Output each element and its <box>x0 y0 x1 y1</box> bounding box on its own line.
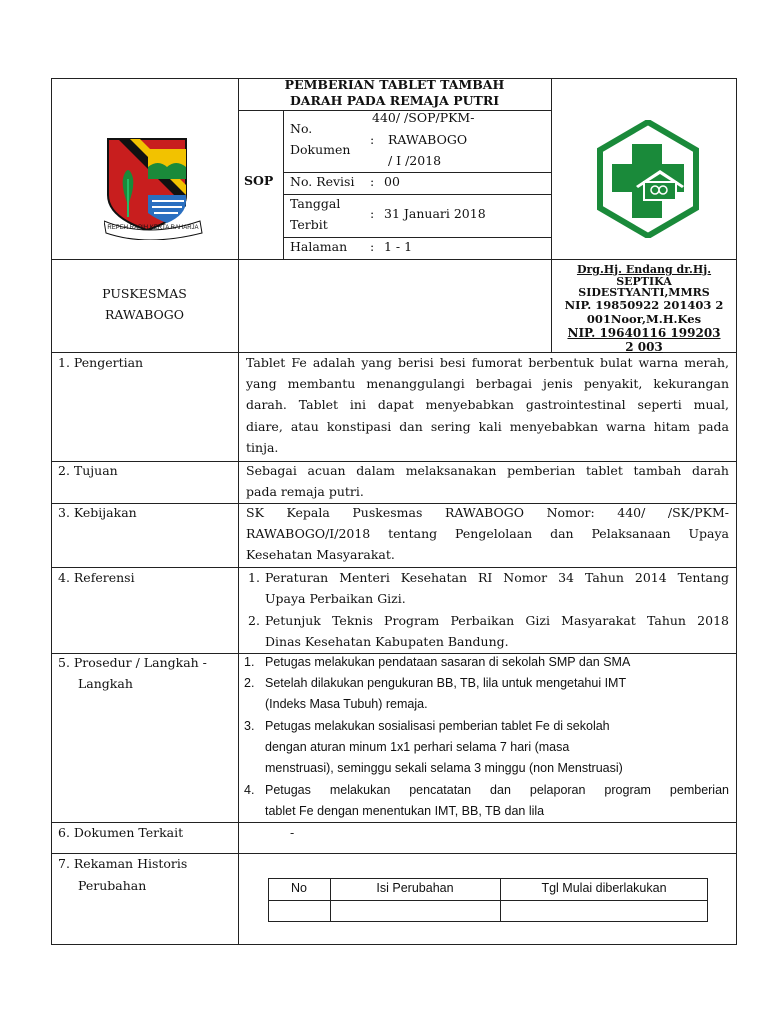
dokumen-label: 6. Dokumen Terkait <box>58 825 184 840</box>
rekaman-label-line-2: Perubahan <box>78 878 147 893</box>
puskesmas-logo <box>596 120 700 238</box>
tujuan-line-1: Sebagai acuan dalam melaksanakan pemberian tablet tambah darah <box>246 463 729 478</box>
referensi-num-1: 1. <box>248 570 260 585</box>
referensi-label: 4. Referensi <box>58 570 135 585</box>
signer-line-3: SIDESTYANTI,MMRS <box>578 286 710 299</box>
no-dokumen-value-line-3: / I /2018 <box>388 153 442 168</box>
signer-line-5: 001Noor,M.H.Kes <box>586 312 702 326</box>
tanggal-label-line-2: Terbit <box>290 217 328 232</box>
halaman-value: 1 - 1 <box>384 239 413 254</box>
colon: : <box>370 239 375 254</box>
pengertian-label: 1. Pengertian <box>58 355 144 370</box>
table-row-divider <box>268 900 708 901</box>
signer-line-2: SEPTIKA <box>616 275 672 288</box>
colon: : <box>370 206 375 221</box>
prosedur-item-3-line-2: dengan aturan minum 1x1 perhari selama 7 hari (masa <box>265 740 570 754</box>
no-dokumen-label <box>290 118 360 160</box>
table-header-no: No <box>291 881 307 895</box>
prosedur-num-2: 2. <box>244 676 255 690</box>
signer-line-4: NIP. 19850922 201403 2 <box>564 298 724 312</box>
prosedur-item-2-line-1: Setelah dilakukan pengukuran BB, TB, lila untuk mengetahui IMT <box>265 676 627 690</box>
referensi-item-2-line-1: Petunjuk Teknis Program Perbaikan Gizi Masyarakat Tahun 2018 <box>265 613 729 628</box>
logo-motto: REPEH RAPIH KERTA RAHARJA <box>107 225 199 231</box>
tanggal-label-line-1: Tanggal <box>290 196 341 211</box>
colon: : <box>370 132 375 147</box>
referensi-item-1-line-1: Peraturan Menteri Kesehatan RI Nomor 34 Tahun 2014 Tentang <box>265 570 729 585</box>
tujuan-label: 2. Tujuan <box>58 463 118 478</box>
prosedur-num-1: 1. <box>244 655 255 669</box>
referensi-num-2: 2. <box>248 613 260 628</box>
no-dokumen-value-line-2: RAWABOGO <box>388 132 468 147</box>
prosedur-item-4-line-2: tablet Fe dengan menentukan IMT, BB, TB dan lila <box>265 804 545 818</box>
kebijakan-label: 3. Kebijakan <box>58 505 137 520</box>
signer-line-1: Drg.Hj. Endang dr.Hj. <box>576 263 712 276</box>
prosedur-num-3: 3. <box>244 719 255 733</box>
prosedur-item-3-line-3: menstruasi), seminggu sekali selama 3 minggu (non Menstruasi) <box>265 761 623 775</box>
pengertian-line-4: diare, atau konstipasi dan sering kali menyebabkan warna hitam pada <box>246 419 729 434</box>
referensi-item-1-line-2: Upaya Perbaikan Gizi. <box>265 591 406 606</box>
dokumen-value: - <box>290 825 295 840</box>
halaman-label: Halaman <box>290 239 348 254</box>
divider <box>51 259 737 260</box>
prosedur-item-4-line-1: Petugas melakukan pencatatan dan pelaporan program pemberian <box>265 783 729 797</box>
pengertian-line-2: yang membantu menanggulangi berbagai jenis penyakit, kekurangan <box>246 376 729 391</box>
prosedur-item-1-line-1: Petugas melakukan pendataan sasaran di sekolah SMP dan SMA <box>265 655 631 669</box>
revision-history-table <box>268 878 708 922</box>
signer-line-6: NIP. 19640116 199203 <box>567 326 721 340</box>
kebijakan-line-2: RAWABOGO/I/2018 tentang Pengelolaan dan Pelaksanaan Upaya <box>246 526 729 541</box>
table-header-isi: Isi Perubahan <box>376 881 454 895</box>
prosedur-num-4: 4. <box>244 783 255 797</box>
prosedur-label-line-1: 5. Prosedur / Langkah - <box>58 655 207 670</box>
colon: : <box>370 174 375 189</box>
divider <box>238 78 239 945</box>
document-title-line-2: DARAH PADA REMAJA PUTRI <box>289 93 500 108</box>
referensi-item-2-line-2: Dinas Kesehatan Kabupaten Bandung. <box>265 634 509 649</box>
tanggal-value: 31 Januari 2018 <box>384 206 486 221</box>
pengertian-line-3: darah. Tablet ini dapat menyebabkan gastrointestinal seperti mual, <box>246 397 729 412</box>
pengertian-line-5: tinja. <box>246 440 279 455</box>
no-revisi-label: No. Revisi <box>290 174 355 189</box>
table-header-tgl: Tgl Mulai diberlakukan <box>541 881 667 895</box>
pengertian-line-1: Tablet Fe adalah yang berisi besi fumorat berbentuk bulat warna merah, <box>246 355 729 370</box>
prosedur-item-3-line-1: Petugas melakukan sosialisasi pemberian tablet Fe di sekolah <box>265 719 610 733</box>
no-revisi-value: 00 <box>384 174 400 189</box>
sop-label: SOP <box>244 173 274 188</box>
puskesmas-name-line-2: RAWABOGO <box>104 307 185 322</box>
no-dokumen-label-text: No. Dokumen <box>290 121 351 157</box>
rekaman-label-line-1: 7. Rekaman Historis <box>58 856 188 871</box>
prosedur-item-2-line-2: (Indeks Masa Tubuh) remaja. <box>265 697 428 711</box>
kabupaten-crest-logo <box>104 135 204 240</box>
kebijakan-line-3: Kesehatan Masyarakat. <box>246 547 395 562</box>
prosedur-label-line-2: Langkah <box>78 676 133 691</box>
signer-line-7: 2 003 <box>625 340 663 354</box>
no-dokumen-value-line-1: 440/ /SOP/PKM- <box>372 110 475 125</box>
document-title-line-1: PEMBERIAN TABLET TAMBAH <box>284 77 505 92</box>
puskesmas-name-line-1: PUSKESMAS <box>102 286 187 301</box>
kebijakan-line-1: SK Kepala Puskesmas RAWABOGO Nomor: 440/ /SK/PKM- <box>246 505 729 520</box>
tujuan-line-2: pada remaja putri. <box>246 484 364 499</box>
